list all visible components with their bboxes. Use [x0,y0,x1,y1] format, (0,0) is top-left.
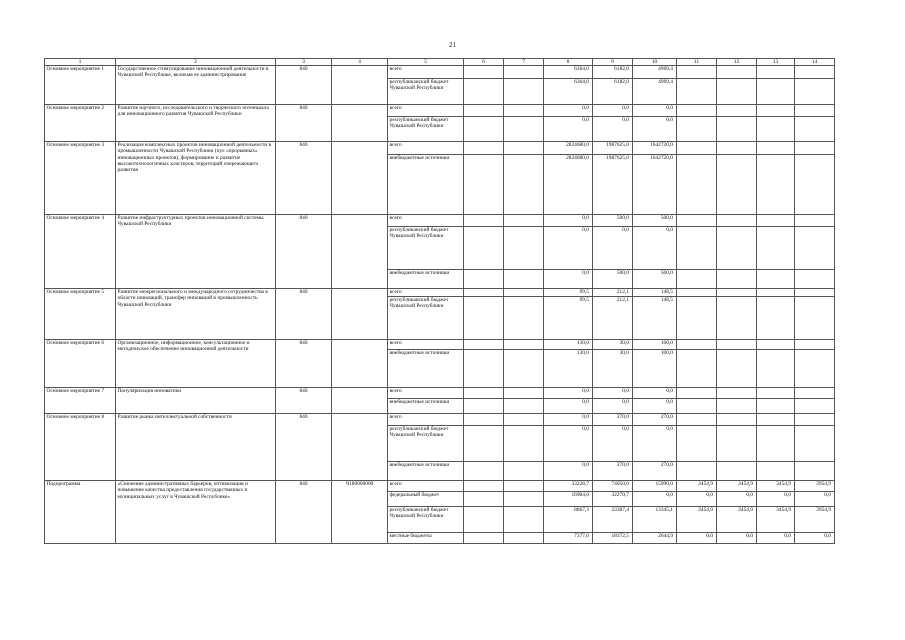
amount-cell [464,227,504,270]
amount-cell: 3454,9 [757,507,795,533]
table-row [45,481,835,492]
measure-name: Основное мероприятие 2 [45,105,116,142]
amount-cell [717,105,757,117]
amount-cell [717,142,757,155]
header-cell: 10 [633,59,677,66]
funding-source: местные бюджеты [388,533,464,544]
funding-source: всего [388,340,464,350]
amount-cell [504,142,544,155]
funding-source: внебюджетные источники [388,270,464,289]
amount-cell [717,289,757,297]
measure-title: Развитие научного, исследовательского и творческого потенциала для инновационного развития Чувашской Республики [116,105,276,142]
amount-cell [717,66,757,79]
amount-cell [717,462,757,481]
header-cell: 5 [388,59,464,66]
amount-cell: 500,0 [593,270,633,289]
header-cell: 9 [593,59,633,66]
amount-cell: 30,0 [593,340,633,350]
amount-cell: 6182,0 [593,79,633,105]
funding-source: республиканский бюджет Чувашской Республики [388,79,464,105]
measure-title: Организационное, информационное, консультационное и методическое обеспечение инновационной деятельности [116,340,276,388]
amount-cell: 130,0 [544,350,593,388]
funding-source: всего [388,142,464,155]
amount-cell: 0,0 [633,105,677,117]
amount-cell: 0,0 [544,414,593,426]
amount-cell [795,227,835,270]
amount-cell: 0,0 [544,270,593,289]
amount-cell: 1987625,0 [593,142,633,155]
amount-cell: 33228,7 [544,481,593,492]
amount-cell [504,533,544,544]
amount-cell: 3454,9 [677,507,717,533]
amount-cell [464,462,504,481]
amount-cell [504,215,544,227]
amount-cell: 3454,9 [757,481,795,492]
measure-name: Основное мероприятие 4 [45,215,116,289]
amount-cell: 3454,9 [717,481,757,492]
header-cell: 7 [504,59,544,66]
amount-cell [717,270,757,289]
amount-cell [757,388,795,399]
amount-cell: 500,0 [633,215,677,227]
code-col4 [332,289,388,340]
amount-cell [677,388,717,399]
amount-cell [795,79,835,105]
amount-cell: 99,5 [544,289,593,297]
amount-cell: 270,0 [593,462,633,481]
amount-cell: 3454,9 [677,481,717,492]
amount-cell: 500,0 [633,270,677,289]
amount-cell: 18372,5 [593,533,633,544]
amount-cell [504,492,544,507]
amount-cell: 3454,9 [717,507,757,533]
code-col3: 840 [276,66,332,105]
amount-cell [795,66,835,79]
amount-cell [757,142,795,155]
funding-source: внебюджетные источники [388,399,464,414]
amount-cell [504,426,544,462]
amount-cell: 0,0 [593,117,633,142]
amount-cell [504,414,544,426]
amount-cell [464,215,504,227]
code-col3: 840 [276,388,332,414]
amount-cell: 0,0 [795,492,835,507]
amount-cell [757,426,795,462]
amount-cell [717,117,757,142]
amount-cell [504,350,544,388]
amount-cell: 99,5 [544,297,593,340]
amount-cell [504,462,544,481]
amount-cell [757,155,795,215]
amount-cell: 3954,9 [795,481,835,492]
amount-cell [757,340,795,350]
amount-cell [757,414,795,426]
measure-title: Развитие инфраструктурных проектов инновационной системы Чувашской Республики [116,215,276,289]
amount-cell [464,155,504,215]
funding-source: республиканский бюджет Чувашской Республики [388,117,464,142]
amount-cell [757,117,795,142]
amount-cell [504,399,544,414]
amount-cell [757,289,795,297]
amount-cell [757,350,795,388]
amount-cell: 16984,6 [544,492,593,507]
amount-cell: 148,5 [633,289,677,297]
measure-title: Развитие межрегионального и международного сотрудничества в области инноваций, трансфер инноваций в промышленность Чувашской Республики [116,289,276,340]
funding-source: республиканский бюджет Чувашской Республики [388,507,464,533]
amount-cell [464,79,504,105]
amount-cell [717,388,757,399]
amount-cell [504,507,544,533]
header-cell: 4 [332,59,388,66]
amount-cell [677,215,717,227]
header-cell: 14 [795,59,835,66]
amount-cell [795,414,835,426]
amount-cell: 0,0 [633,426,677,462]
amount-cell [757,462,795,481]
amount-cell [464,507,504,533]
amount-cell [717,297,757,340]
amount-cell: 6364,0 [544,79,593,105]
table-row [45,66,835,79]
amount-cell [677,297,717,340]
amount-cell [795,399,835,414]
header-cell: 1 [45,59,116,66]
page-number: 21 [449,41,456,49]
measure-title: Популяризация инноватики [116,388,276,414]
amount-cell: 100,0 [633,340,677,350]
amount-cell: 0,0 [677,492,717,507]
amount-cell [504,289,544,297]
measure-name: Основное мероприятие 5 [45,289,116,340]
amount-cell [504,388,544,399]
funding-source: всего [388,289,464,297]
amount-cell [504,227,544,270]
amount-cell [717,227,757,270]
amount-cell: 0,0 [757,492,795,507]
amount-cell: 270,0 [633,414,677,426]
amount-cell: 4909,4 [633,79,677,105]
amount-cell [464,414,504,426]
funding-source: республиканский бюджет Чувашской Республики [388,297,464,340]
amount-cell [504,481,544,492]
code-col3: 840 [276,105,332,142]
amount-cell: 500,0 [593,215,633,227]
amount-cell: 0,0 [795,533,835,544]
amount-cell: 0,0 [544,117,593,142]
amount-cell [795,289,835,297]
amount-cell [795,117,835,142]
amount-cell [504,117,544,142]
amount-cell [464,350,504,388]
amount-cell: 1642720,0 [633,155,677,215]
measure-name: Основное мероприятие 6 [45,340,116,388]
amount-cell [504,79,544,105]
amount-cell [677,79,717,105]
code-col3: 840 [276,414,332,481]
header-cell: 13 [757,59,795,66]
funding-source: внебюджетные источники [388,462,464,481]
amount-cell [464,289,504,297]
amount-cell: 1642720,0 [633,142,677,155]
amount-cell: 212,1 [593,297,633,340]
amount-cell [464,492,504,507]
table-row [45,105,835,117]
amount-cell: 148,5 [633,297,677,340]
amount-cell [677,414,717,426]
code-col3: 840 [276,481,332,544]
amount-cell [717,414,757,426]
amount-cell [677,117,717,142]
amount-cell: 6182,0 [593,66,633,79]
funding-source: всего [388,481,464,492]
amount-cell [795,426,835,462]
amount-cell [464,399,504,414]
amount-cell [717,79,757,105]
header-cell: 11 [677,59,717,66]
amount-cell: 15990,0 [633,481,677,492]
code-col4 [332,142,388,215]
amount-cell: 0,0 [593,426,633,462]
amount-cell: 2824680,0 [544,155,593,215]
amount-cell: 8867,3 [544,507,593,533]
amount-cell [504,297,544,340]
funding-source: республиканский бюджет Чувашской Республики [388,426,464,462]
measure-name: Основное мероприятие 8 [45,414,116,481]
amount-cell [504,155,544,215]
code-col4 [332,215,388,289]
amount-cell [795,340,835,350]
amount-cell: 4909,4 [633,66,677,79]
funding-source: федеральный бюджет [388,492,464,507]
amount-cell [464,297,504,340]
amount-cell: 0,0 [717,533,757,544]
table-row [45,388,835,399]
amount-cell: 0,0 [757,533,795,544]
table-row [45,289,835,297]
amount-cell [757,227,795,270]
amount-cell [504,66,544,79]
amount-cell [677,426,717,462]
measure-title: Государственное стимулирование инновационной деятельности в Чувашской Республике, включая ее администрирование [116,66,276,105]
amount-cell [717,340,757,350]
amount-cell [757,79,795,105]
header-cell: 3 [276,59,332,66]
header-cell: 12 [717,59,757,66]
amount-cell: 0,0 [593,388,633,399]
amount-cell [677,66,717,79]
amount-cell [795,350,835,388]
amount-cell [795,142,835,155]
amount-cell [795,297,835,340]
amount-cell: 0,0 [544,462,593,481]
funding-source: внебюджетные источники [388,155,464,215]
amount-cell: 0,0 [593,227,633,270]
amount-cell [677,270,717,289]
funding-source: всего [388,388,464,399]
amount-cell [795,462,835,481]
amount-cell [504,105,544,117]
amount-cell [717,215,757,227]
measure-name: Основное мероприятие 1 [45,66,116,105]
amount-cell: 0,0 [633,399,677,414]
amount-cell [464,142,504,155]
amount-cell: 2824680,0 [544,142,593,155]
amount-cell [757,399,795,414]
code-col4 [332,414,388,481]
amount-cell [677,289,717,297]
amount-cell [677,105,717,117]
amount-cell [757,297,795,340]
table-row [45,340,835,350]
header-cell: 6 [464,59,504,66]
measure-title: Развитие рынка интеллектуальной собственности [116,414,276,481]
funding-source: внебюджетные источники [388,350,464,388]
amount-cell [757,270,795,289]
amount-cell [757,66,795,79]
amount-cell [677,155,717,215]
amount-cell: 6364,0 [544,66,593,79]
amount-cell [464,105,504,117]
amount-cell [464,533,504,544]
measure-name: Основное мероприятие 7 [45,388,116,414]
amount-cell: 0,0 [593,105,633,117]
amount-cell: 0,0 [544,215,593,227]
amount-cell: 23387,4 [593,507,633,533]
amount-cell: 270,0 [633,462,677,481]
amount-cell: 30,0 [593,350,633,388]
measure-name: Подпрограмма [45,481,116,544]
code-col4: Ч180000000 [332,481,388,544]
amount-cell: 1987625,0 [593,155,633,215]
amount-cell [504,340,544,350]
amount-cell: 0,0 [544,426,593,462]
measure-name: Основное мероприятие 3 [45,142,116,215]
amount-cell [795,155,835,215]
amount-cell [677,142,717,155]
amount-cell: 0,0 [633,388,677,399]
amount-cell: 74050,6 [593,481,633,492]
amount-cell [677,350,717,388]
amount-cell [464,481,504,492]
amount-cell: 130,0 [544,340,593,350]
amount-cell: 0,0 [677,533,717,544]
amount-cell: 0,0 [544,399,593,414]
amount-cell: 0,0 [633,227,677,270]
code-col4 [332,388,388,414]
amount-cell: 32270,7 [593,492,633,507]
amount-cell [717,350,757,388]
amount-cell [677,462,717,481]
amount-cell [795,105,835,117]
amount-cell: 3954,9 [795,507,835,533]
amount-cell [464,426,504,462]
amount-cell: 100,0 [633,350,677,388]
amount-cell [464,388,504,399]
amount-cell [795,215,835,227]
amount-cell [677,399,717,414]
funding-source: республиканский бюджет Чувашской Республики [388,227,464,270]
table-row [45,215,835,227]
amount-cell: 2644,9 [633,533,677,544]
amount-cell [795,270,835,289]
amount-cell: 0,0 [544,105,593,117]
header-cell: 2 [116,59,276,66]
amount-cell [795,388,835,399]
code-col4 [332,340,388,388]
amount-cell: 0,0 [593,399,633,414]
measure-title: «Снижение административных барьеров, оптимизация и повышение качества предоставления государственных и муниципальных услуг в Чувашской Республике» [116,481,276,544]
amount-cell: 0,0 [717,492,757,507]
amount-cell [464,66,504,79]
amount-cell [677,340,717,350]
code-col3: 840 [276,289,332,340]
code-col3: 840 [276,142,332,215]
amount-cell: 0,0 [544,227,593,270]
measure-title: Реализация комплексных проектов инновационной деятельности в промышленности Чувашской Республики (пул «прорывных» инновационных проектов), формирование и развитие высокотехнологичных кластеров, территорий опережающего развития [116,142,276,215]
amount-cell: 0,0 [544,388,593,399]
amount-cell [464,117,504,142]
code-col4 [332,105,388,142]
amount-cell [504,270,544,289]
code-col4 [332,66,388,105]
amount-cell [757,105,795,117]
amount-cell: 13345,1 [633,507,677,533]
amount-cell [757,215,795,227]
amount-cell [717,426,757,462]
header-row [45,59,835,66]
amount-cell [717,399,757,414]
amount-cell [717,155,757,215]
funding-source: всего [388,414,464,426]
funding-source: всего [388,215,464,227]
table-row [45,142,835,155]
amount-cell: 0,0 [633,492,677,507]
amount-cell [464,270,504,289]
table-row [45,414,835,426]
amount-cell: 212,1 [593,289,633,297]
amount-cell: 0,0 [633,117,677,142]
header-cell: 8 [544,59,593,66]
amount-cell: 270,0 [593,414,633,426]
code-col3: 840 [276,215,332,289]
amount-cell [677,227,717,270]
amount-cell: 7377,0 [544,533,593,544]
budget-table [44,58,835,544]
amount-cell [464,340,504,350]
code-col3: 840 [276,340,332,388]
funding-source: всего [388,105,464,117]
funding-source: всего [388,66,464,79]
